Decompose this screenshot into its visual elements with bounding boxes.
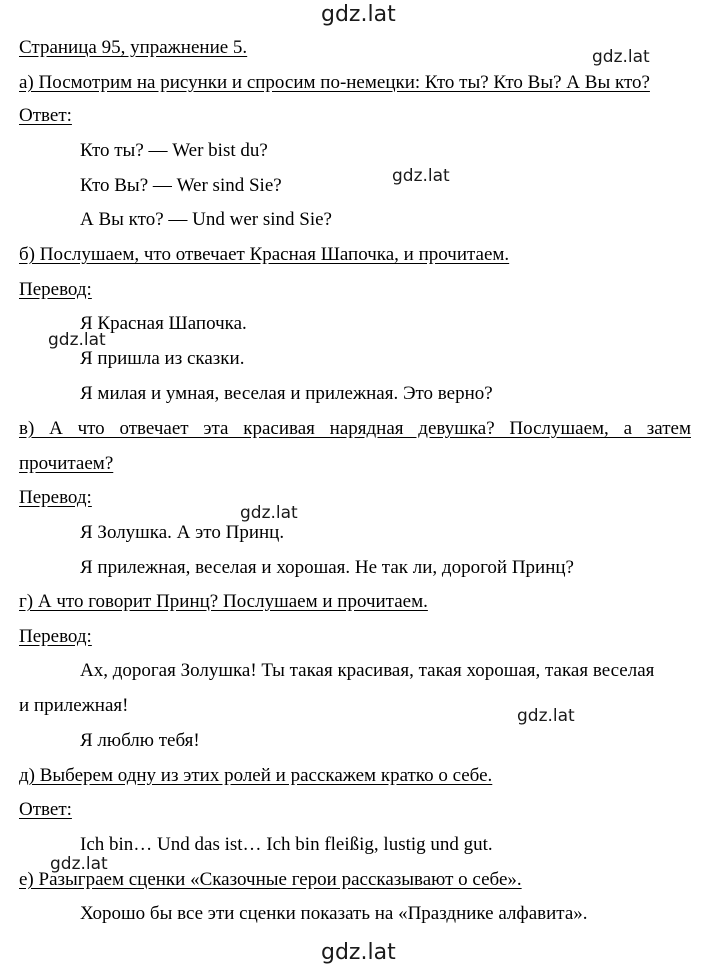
translation-line: Я люблю тебя! <box>80 730 200 751</box>
watermark: gdz.lat <box>392 166 450 186</box>
page-title: Страница 95, упражнение 5. <box>19 37 248 58</box>
translation-line-continued: и прилежная! <box>19 695 129 716</box>
task-v-line-2: прочитаем? <box>19 453 114 474</box>
task-d: д) Выберем одну из этих ролей и расскажем кратко о себе. <box>19 765 493 786</box>
task-e: е) Разыграем сценки «Сказочные герои рассказывают о себе». <box>19 869 522 890</box>
translation-line: Ах, дорогая Золушка! Ты такая красивая, такая хорошая, такая веселая <box>80 660 655 681</box>
watermark: gdz.lat <box>592 47 650 67</box>
task-v-line-1: в) А что отвечает эта красивая нарядная девушка? Послушаем, а затем <box>19 418 691 439</box>
watermark: gdz.lat <box>50 854 108 874</box>
watermark: gdz.lat <box>48 330 106 350</box>
answer-line: Кто ты? — Wer bist du? <box>80 140 268 161</box>
translation-line: Я Красная Шапочка. <box>80 313 247 334</box>
answer-line: Ich bin… Und das ist… Ich bin fleißig, lustig und gut. <box>80 834 493 855</box>
watermark-top: gdz.lat <box>321 2 396 27</box>
watermark: gdz.lat <box>240 503 298 523</box>
translation-line: Я пришла из сказки. <box>80 348 245 369</box>
watermark-bottom: gdz.lat <box>321 940 396 965</box>
task-a: а) Посмотрим на рисунки и спросим по-немецки: Кто ты? Кто Вы? А Вы кто? <box>19 72 650 93</box>
translation-label: Перевод: <box>19 487 92 508</box>
task-g: г) А что говорит Принц? Послушаем и прочитаем. <box>19 591 428 612</box>
translation-line: Я Золушка. А это Принц. <box>80 522 285 543</box>
answer-line: А Вы кто? — Und wer sind Sie? <box>80 209 332 230</box>
translation-line: Я прилежная, веселая и хорошая. Не так ли, дорогой Принц? <box>80 557 574 578</box>
translation-line: Я милая и умная, веселая и прилежная. Это верно? <box>80 383 493 404</box>
answer-label: Ответ: <box>19 799 72 820</box>
task-b: б) Послушаем, что отвечает Красная Шапочка, и прочитаем. <box>19 244 510 265</box>
translation-label: Перевод: <box>19 626 92 647</box>
answer-line: Хорошо бы все эти сценки показать на «Празднике алфавита». <box>80 903 588 924</box>
answer-line: Кто Вы? — Wer sind Sie? <box>80 175 282 196</box>
answer-label: Ответ: <box>19 105 72 126</box>
translation-label: Перевод: <box>19 279 92 300</box>
watermark: gdz.lat <box>517 706 575 726</box>
